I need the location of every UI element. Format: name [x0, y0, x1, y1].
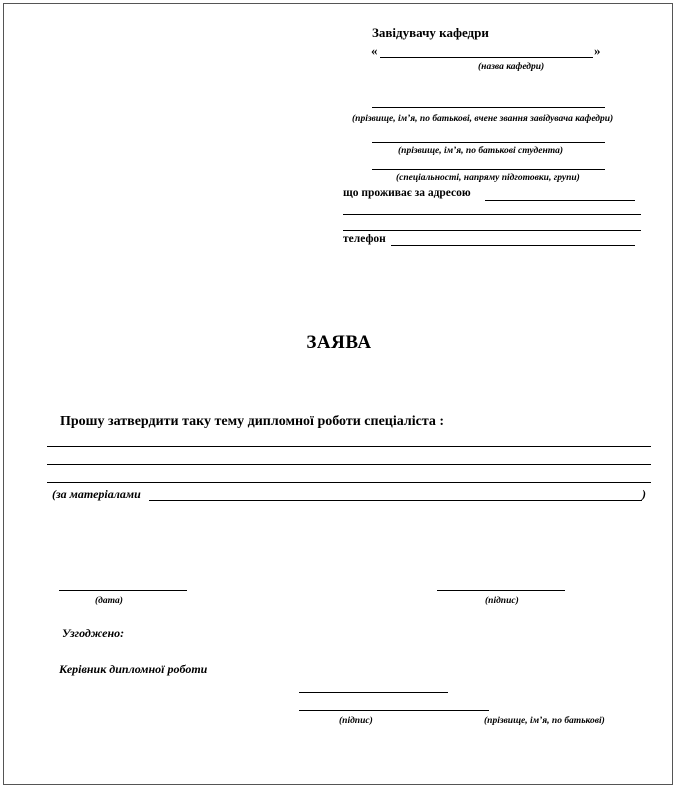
- student-name-line[interactable]: [372, 142, 605, 143]
- materials-line[interactable]: [149, 500, 642, 501]
- head-name-hint: (прізвище, ім’я, по батькові, вчене звання завідувача кафедри): [352, 114, 614, 124]
- date-line[interactable]: [59, 590, 187, 591]
- supervisor-signature-hint: (підпис): [339, 716, 373, 726]
- materials-open-label: (за матеріалами: [52, 487, 141, 501]
- supervisor-signature-line[interactable]: [299, 692, 448, 693]
- topic-line-1[interactable]: [47, 446, 651, 447]
- quote-close: »: [594, 43, 601, 58]
- address-line-3[interactable]: [343, 230, 641, 231]
- signature-line[interactable]: [437, 590, 565, 591]
- address-line-2[interactable]: [343, 214, 641, 215]
- supervisor-name-hint: (прізвище, ім’я, по батькові): [484, 716, 605, 726]
- address-line-1[interactable]: [485, 200, 635, 201]
- request-text: Прошу затвердити таку тему дипломної роботи спеціаліста :: [60, 414, 445, 429]
- materials-close-label: ): [642, 487, 646, 501]
- supervisor-label: Керівник дипломної роботи: [59, 662, 208, 676]
- specialty-line[interactable]: [372, 169, 605, 170]
- agreed-label: Узгоджено:: [62, 626, 125, 640]
- topic-line-3[interactable]: [47, 482, 651, 483]
- document-title: ЗАЯВА: [306, 332, 372, 353]
- phone-line[interactable]: [391, 245, 635, 246]
- addressee-label: Завідувачу кафедри: [372, 25, 489, 40]
- address-label: що проживає за адресою: [343, 187, 471, 199]
- quote-open: «: [371, 43, 378, 58]
- signature-hint: (підпис): [485, 596, 519, 606]
- supervisor-name-line[interactable]: [299, 710, 489, 711]
- phone-label: телефон: [343, 233, 386, 245]
- student-name-hint: (прізвище, ім’я, по батькові студента): [398, 146, 564, 156]
- topic-line-2[interactable]: [47, 464, 651, 465]
- date-hint: (дата): [95, 596, 123, 606]
- head-name-line[interactable]: [372, 107, 605, 108]
- materials-row: [52, 487, 141, 502]
- department-line[interactable]: [380, 57, 593, 58]
- specialty-hint: (спеціальності, напряму підготовки, групи): [396, 173, 580, 183]
- department-hint: (назва кафедри): [478, 62, 545, 72]
